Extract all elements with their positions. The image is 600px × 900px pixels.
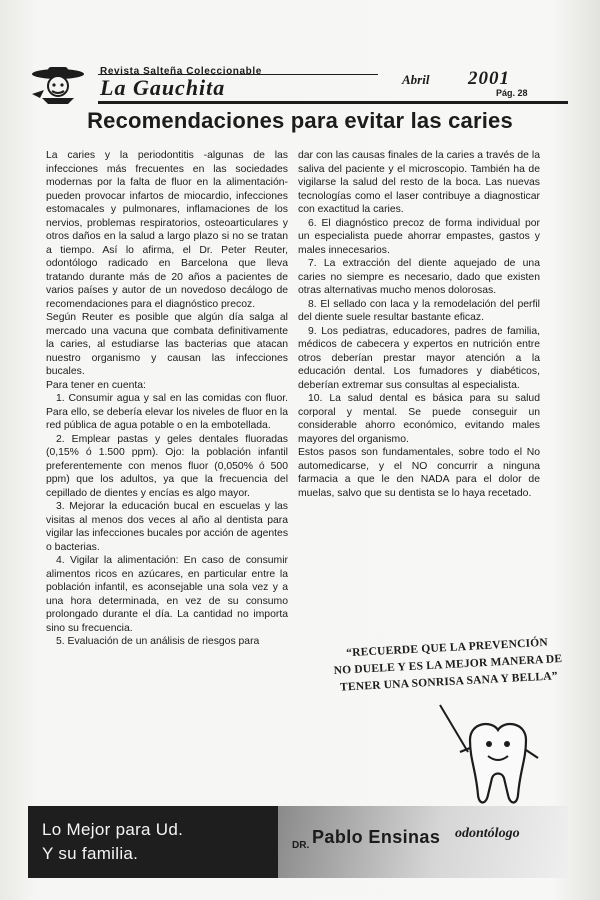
doctor-prefix: DR.: [292, 840, 310, 851]
prevention-quote: [317, 633, 579, 698]
article-column-right: [298, 149, 540, 500]
issue-month: Abril: [402, 72, 430, 87]
magazine-subtitle: Revista Salteña Coleccionable: [100, 66, 262, 77]
list-item: 7. La extracción del diente aquejado de una caries no siempre es necesario, dado que existen otras alternativas mucho menos dolorosas.: [298, 258, 540, 296]
quote-line: TENER UNA SONRISA SANA Y BELLA”: [339, 670, 558, 694]
page-header: [28, 62, 568, 106]
list-item: 2. Emplear pastas y geles dentales fluoradas (0,15% ó 1.500 ppm). Ojo: la población infantil preferentemente con menos fluor (0,050% ó 500 ppm) que los adultos, ya que la frecuencia del cepillado de dientes y encías es algo mayor.: [46, 433, 288, 499]
article-column-left: [46, 149, 288, 649]
page-number: Pág. 28: [496, 88, 528, 98]
doctor-name: Pablo Ensinas: [312, 827, 441, 847]
issue-year: 2001: [468, 68, 510, 89]
slogan-line: Lo Mejor para Ud.: [42, 820, 184, 839]
list-item: 8. El sellado con laca y la remodelación del perfil del diente suele resultar bastante eficaz.: [298, 298, 540, 323]
paragraph: Estos pasos son fundamentales, sobre todo el No automedicarse, y el NO concurrir a ninguna farmacia a que le den NADA para el dolor de muelas, salvo que su dentista se lo haya recetado.: [298, 447, 540, 499]
list-item: 6. El diagnóstico precoz de forma individual por un especialista puede ahorrar empastes, gastos y males innecesarios.: [298, 217, 540, 256]
list-item: 4. Vigilar la alimentación: En caso de consumir alimentos ricos en azúcares, en particular entre la población infantil, es aconsejable una sola vez y a una hora determinada, en vez de su consumo prolongado durante el día. La cantidad no importa sino su frecuencia.: [46, 555, 288, 634]
list-item: 1. Consumir agua y sal en las comidas con fluor. Para ello, se debería elevar los niveles de fluor en la red pública de agua potable o en la embotellada.: [46, 393, 288, 431]
list-item: 3. Mejorar la educación bucal en escuelas y las visitas al menos dos veces al año al dentista para vigilar las infecciones bucales por acción de agentes o bacterias.: [46, 501, 289, 553]
list-item: 10. La salud dental es básica para su salud corporal y mental. Se puede conseguir un considerable ahorro económico, evitando males mayores del organismo.: [298, 393, 540, 445]
quote-line: “RECUERDE QUE LA PREVENCIÓN: [345, 636, 549, 660]
paragraph: dar con las causas finales de la caries a través de la saliva del paciente y el microscopio. También ha de vigilarse la salud del resto de la boca. Las nuevas tecnologías como el laser contribuye a diagnosticar con exactitud la caries.: [298, 150, 540, 215]
article-title: Recomendaciones para evitar las caries: [87, 108, 513, 133]
header-rule: [98, 101, 568, 104]
paragraph: Según Reuter es posible que algún día salga al mercado una vacuna que combata definitivamente la caries, al estudiarse las bacterias que atacan nuestro organismo y causan las infecciones bucales.: [46, 312, 288, 377]
slogan-line: Y su familia.: [42, 844, 139, 863]
list-item: 5. Evaluación de un análisis de riesgos para: [56, 636, 260, 647]
doctor-title: odontólogo: [455, 826, 520, 841]
list-item: 9. Los pediatras, educadores, padres de familia, médicos de cabecera y expertos en nutrición entre otros deberían prestar mayor atención a la educación dental. Los fumadores y diabéticos, deberían extremar sus consultas al especialista.: [298, 325, 540, 391]
tooth-mascot-icon: [430, 700, 550, 815]
paragraph: Para tener en cuenta:: [46, 379, 146, 391]
gaucho-logo-icon: [28, 64, 98, 104]
quote-line: NO DUELE Y ES LA MEJOR MANERA DE: [333, 653, 563, 677]
magazine-name: La Gauchita: [100, 75, 226, 100]
footer-slogan-box: [28, 806, 278, 878]
paragraph: La caries y la periodontitis -algunas de las infecciones más frecuentes en las sociedades modernas por la falta de fluor en la alimentación- pueden provocar infartos de miocardio, infecciones estomacales y pulmonares, inflamaciones de los nervios, problemas respiratorios, osteoarticulares y otros daños en la salud a largo plazo si no se tratan a tiempo. Así lo afirma, el Dr. Peter Reuter, odontólogo radicado en Barcelona que lleva tratando durante más de 20 años a pacientes de varios países y autor de un novedoso decálogo de recomendaciones para el diagnóstico precoz.: [46, 150, 288, 310]
